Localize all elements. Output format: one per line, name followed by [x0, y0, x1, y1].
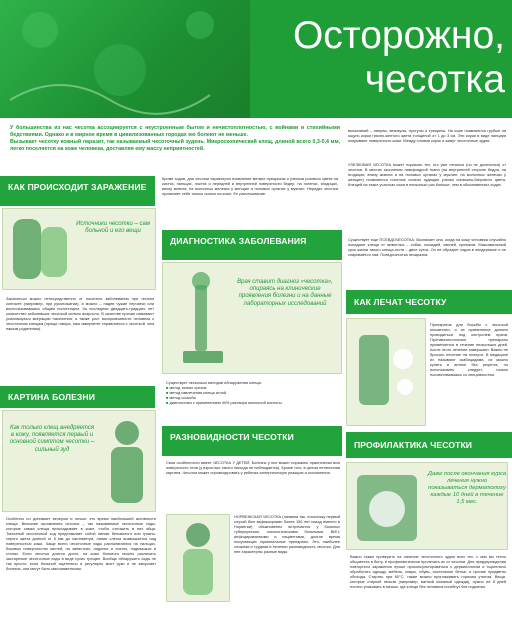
page-title-line1: Осторожно, — [292, 14, 505, 57]
col2-top-body: Кроме ходов, для чесотки характерно появление мелких пузырьков и узелков розового цвета на кистях, пальцах, локтях и передней и внутренней поверхности бедер, на голенях, ягодицах, внизу живота, на молочных железах у женщин и половых органах у мужчин. Нередко чесотка проявляет себя только сыпью на коже. Ее расчесывание. — [162, 176, 338, 196]
picture-callout: Как только клещ внедряется в кожу, появляется первый и основной симптом чесотки – сильный зуд — [9, 425, 95, 453]
prevention-body: Важно также проверить на наличие чесоточного зудня всех тех, с кем вы тесно общаетесь в быту, и профилактически пролечить их от чесотки. Для предупреждения повторного заражения лучше проконсультироваться с дерматологом и тщательно обработать одежду, мебель, ковры, обувь, постельное белье, и прочие предметы обихода. Стирать при 60°С, также можно проглаживать горячим утюгом. Вещи, которые стиркой нельзя (например, ватный кожаный одежда), нужно на 5 дней плотно упаковать в мешок, где клещи без человека погибнут без подпитки. — [350, 554, 506, 589]
intro-text-2: Вызывает чесотку кожный паразит, так называемый чесоточный зудень. Микроскопический клещ, длиной всего 0,3-0,4 мм, легко поселяется на коже человека, доставляя ему массу неприятностей. — [10, 139, 340, 152]
section-heading-treatment: КАК ЛЕЧАТ ЧЕСОТКУ — [346, 290, 512, 314]
varieties-body: Свои особенности имеет ЧЕСОТКА У ДЕТЕЙ. Болезнь у них может поражать практически всю поверхность тела (у взрослых такого никогда не наблюдается). Кроме того, в целом нетипичная картина. Чесотка может спровоцировать у ребенка аллергическую реакцию и осложнения. — [166, 460, 340, 475]
title-band — [0, 0, 512, 118]
diagnostics-item: ■ метод извлечения клеща иглой — [166, 390, 340, 395]
page-title — [250, 14, 505, 102]
scratching-person-illustration — [97, 413, 155, 511]
varieties-body-2: НОРВЕЖСКАЯ ЧЕСОТКА (названа так, поскольку первый случай был зафиксирован более 150 лет назад именно в Норвегии) обыкновенно встречается у больных туберкулезом, онкологическими больными, ВИЧ-инфицированными и пациентами, долгое время получающих гормональные препараты. Это, наиболее сложная и трудная в лечении разновидность чесотки. Для нее характерны разные виды — [234, 514, 340, 554]
col3-top-body-2: УЗЕЛКОВАЯ ЧЕСОТКА может поразить тех, кто уже лечился (но не долечился) от чесотки. В местах скопления лимфоидной ткани (на внутренней стороне бедра, на ягодицах, внизу живота и на половых органах у мужчин, на молочных железах у женщин) появляются плотные сильно зудящие узелки синюшно-багрового цвета. Клещей на таких участках кожи в несколько раз больше, чем в обыкновенных ходах. — [348, 162, 506, 187]
diagnostics-body — [166, 380, 340, 405]
tablets-illustration — [347, 319, 425, 425]
diagnostics-intro: Существует несколько методов обнаружения клеща: — [166, 380, 262, 385]
gloves-illustration — [7, 211, 77, 289]
picture-illustration — [2, 410, 156, 512]
header-illustration — [0, 0, 250, 118]
section-heading-varieties: РАЗНОВИДНОСТИ ЧЕСОТКИ — [162, 426, 342, 456]
picture-body: Особенно он донимает вечером и ночью: это время наибольшей активности клеща. Внешние проявления чесотки – так называемые чесоточные ходы, которые самка клеща прокладывает в коже, чтобы отложить в них яйца. Типичный чесоточный ход представляет собой линию беловатого или грязно-серого цвета длиной от 5 мм до сантиметра, линия слегка возвышается над поверхностью кожи. Чаще всего чесоточные ходы располагаются на пальцах, боковых поверхностях кистей, на запястьях, ладонях и локтях, подмышках и стопах. Если чесотка длится долго, на коже больного можно различить застарелые чесоточные ходы в виде сухих трещин. Вообще обнаружить ходы не так просто: если больной тщательно и регулярно моет руки и не запускает болезнь, они могут быть малозаметными. — [6, 516, 156, 571]
treatment-illustration — [346, 318, 426, 426]
child-illustration — [167, 515, 229, 601]
prevention-illustration — [346, 462, 508, 550]
section-heading-prevention: ПРОФИЛАКТИКА ЧЕСОТКИ — [346, 432, 512, 458]
mite-pattern-illustration — [0, 0, 250, 118]
section-heading-picture: КАРТИНА БОЛЕЗНИ — [0, 386, 155, 408]
infection-callout: Источники чесотки – сам больной и его вещи — [76, 221, 150, 235]
diagnostics-callout: Врач ставит диагноз «чесотка», опираясь на клинические проявления болезни и на данные лабораторных исследований — [237, 279, 333, 307]
intro — [10, 125, 340, 152]
prevention-callout: Даже после окончания курса лечения нужно показываться дерматологу каждые 10 дней в течение 1,5 мес. — [427, 471, 507, 505]
infection-body: Заразиться можно непосредственно от носителя заболевания при тесном контакте (например, при рукопожатии), а можно – надев чужие перчатки или воспользовавшись общим полотенцем. За последние двадцать-тридцать лет количество заболевших чесоткой сильно возросло. В качестве причин называют усилившуюся миграцию населения, а также рост воспримчивости человека к чесоточным клещам (проще говоря, наш иммунитет справляется с чесоткой, чем нашим родителям). — [6, 296, 154, 331]
page-title-line2: чесотка — [364, 58, 505, 101]
intro-text: У большинства из нас чесотка ассоциируется с неустроенным бытом и нечистоплотностью, с войнами и стихийными бедствиями. Однако и в мирное время в цивилизованных городах ею болеют не меньше. — [10, 125, 340, 138]
varieties-illustration — [166, 514, 230, 602]
diagnostics-item: ■ диагностика с применением 40% раствора молочной кислоты. — [166, 400, 340, 405]
section-heading-infection: КАК ПРОИСХОДИТ ЗАРАЖЕНИЕ — [0, 176, 155, 206]
diagnostics-item: ■ метод соскоба — [166, 395, 340, 400]
col3-top-body-3: Существует еще ПСЕВДОЧЕСОТКА. Возникает она, когда на кожу человека случайно попадают клещи от животных – собак, лошадей, свиней, кроликов. Максимальный срок жизни такого клеща-гостя – двое суток. Он не образует ходов в эпидермисе и не спаривается там. Псевдочесотка незаразна. — [348, 237, 506, 257]
microscope-illustration — [167, 265, 233, 373]
infection-illustration — [2, 208, 156, 290]
section-heading-diagnostics: ДИАГНОСТИКА ЗАБОЛЕВАНИЯ — [162, 230, 342, 260]
col3-top-body: высыпаний – папулы, везикулы, пустулы и трещины. На коже появляются грубые на ощупь корки грязно-желтого цвета толщиной от 1 до 3 см. Эти корки в виде панциря покрывают поверхность кожи. Между слоями корок и живут чесоточные зудни. — [348, 128, 506, 143]
washing-illustration — [349, 465, 425, 549]
diagnostics-item: ■ метод тонких срезов — [166, 385, 340, 390]
diagnostics-illustration — [162, 262, 342, 374]
treatment-body: Препаратов для борьбы с чесоткой множество, и их применение должно проводиться под контролем врача. Противочесоточные препараты применяются в течение нескольких дней, после этого лечение завершают. Важно не бросать лечение на полпути. В медицине их называют скабицидами, их можно купить в аптеке без рецепта, но использовать следует, только посоветовавшись со специалистом. — [430, 322, 508, 377]
